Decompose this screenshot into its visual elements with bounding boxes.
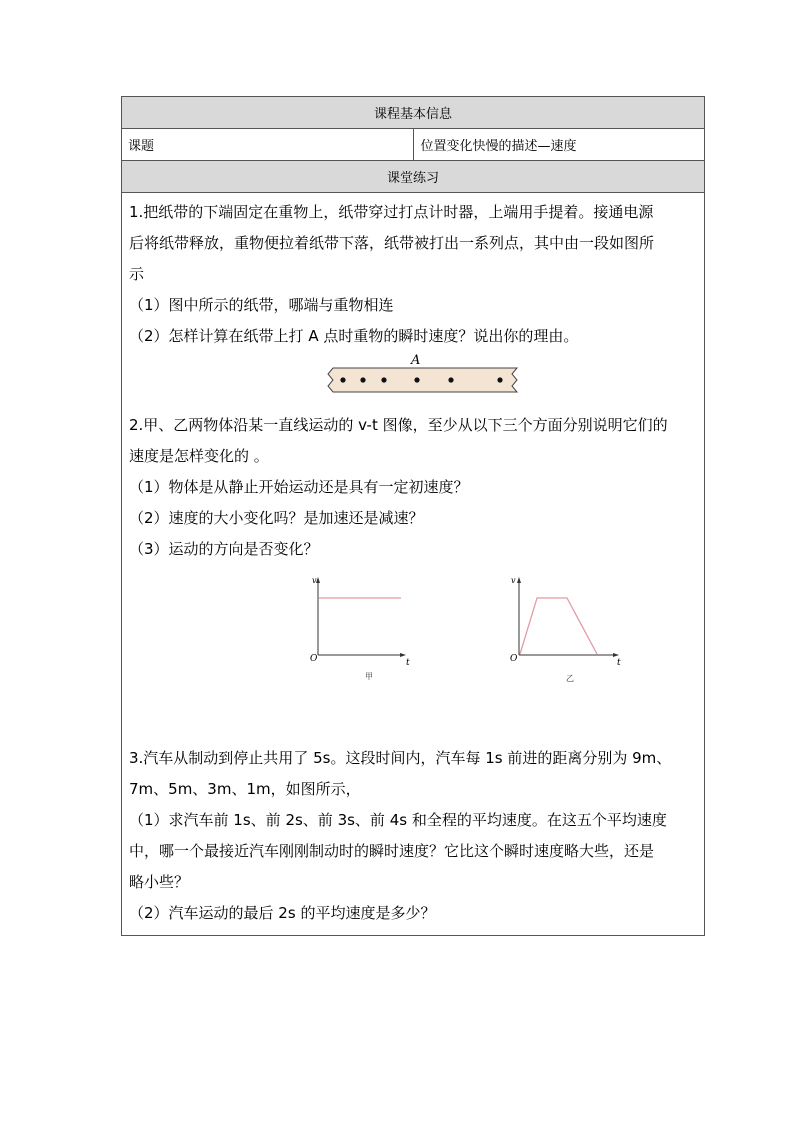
question-3: [129, 743, 698, 929]
exercise-body: [122, 193, 705, 936]
vt-graphs: [129, 565, 698, 733]
x-axis-label: t: [406, 658, 410, 668]
q1-sub-1: （1）图中所示的纸带，哪端与重物相连: [129, 296, 394, 314]
q1-sub-2: （2）怎样计算在纸带上打 A 点时重物的瞬时速度？说出你的理由。: [129, 327, 579, 345]
q2-sub-2: （2）速度的大小变化吗？是加速还是减速？: [129, 509, 424, 527]
tape-dot: [381, 377, 386, 382]
topic-value: 位置变化快慢的描述—速度: [413, 129, 705, 161]
q3-line-2: 7m、5m、3m、1m，如图所示，: [129, 780, 361, 798]
q3-sub-1-line-1: （1）求汽车前 1s、前 2s、前 3s、前 4s 和全程的平均速度。在这五个平均速度: [129, 811, 667, 829]
worksheet: [121, 96, 705, 936]
question-2: [129, 410, 698, 743]
paper-tape-svg: [129, 352, 699, 410]
q2-line-2: 速度是怎样变化的 。: [129, 447, 269, 465]
q3-line-1: 3.汽车从制动到停止共用了 5s。这段时间内，汽车每 1s 前进的距离分别为 9m、: [129, 749, 672, 767]
tape-dot: [414, 377, 419, 382]
lesson-table: [121, 96, 705, 936]
y-axis-arrow: [316, 577, 320, 583]
basic-info-header: 课程基本信息: [122, 97, 705, 129]
graph-jia: [310, 576, 410, 681]
vt-line-yi: [520, 598, 597, 654]
q3-sub-1-line-2: 中，哪一个最接近汽车刚刚制动时的瞬时速度？它比这个瞬时速度略大些，还是: [129, 842, 655, 860]
y-axis-arrow: [517, 577, 521, 583]
q2-sub-1: （1）物体是从静止开始运动还是具有一定初速度？: [129, 478, 469, 496]
origin-label: O: [510, 654, 518, 664]
tape-dot: [360, 377, 365, 382]
caption-yi: 乙: [566, 674, 574, 683]
q1-line-2: 后将纸带释放，重物便拉着纸带下落，纸带被打出一系列点，其中由一段如图所: [129, 234, 655, 252]
x-axis-label: t: [617, 658, 621, 668]
q3-sub-1-line-3: 略小些？: [129, 873, 190, 891]
q3-sub-2: （2）汽车运动的最后 2s 的平均速度是多少？: [129, 904, 436, 922]
graph-yi: [510, 576, 621, 683]
paper-tape: [328, 368, 517, 392]
q1-line-3: 示: [129, 265, 145, 283]
question-1: [129, 197, 698, 410]
tape-dot: [497, 377, 502, 382]
caption-jia: 甲: [365, 672, 373, 681]
y-axis-label: v: [511, 576, 516, 585]
x-axis-arrow: [613, 653, 619, 657]
tape-dot: [340, 377, 345, 382]
topic-label: 课题: [122, 129, 414, 161]
exercise-header: 课堂练习: [122, 161, 705, 193]
vt-graphs-svg: [129, 565, 699, 733]
tape-point-a-label: A: [411, 353, 421, 368]
q2-sub-3: （3）运动的方向是否变化？: [129, 540, 319, 558]
y-axis-label: v: [312, 576, 317, 585]
tape-dot: [448, 377, 453, 382]
q2-line-1: 2.甲、乙两物体沿某一直线运动的 v-t 图像，至少从以下三个方面分别说明它们的: [129, 416, 668, 434]
origin-label: O: [310, 654, 318, 664]
q1-line-1: 1.把纸带的下端固定在重物上，纸带穿过打点计时器，上端用手提着。接通电源: [129, 203, 654, 221]
x-axis-arrow: [400, 653, 406, 657]
paper-tape-figure: [129, 352, 698, 410]
